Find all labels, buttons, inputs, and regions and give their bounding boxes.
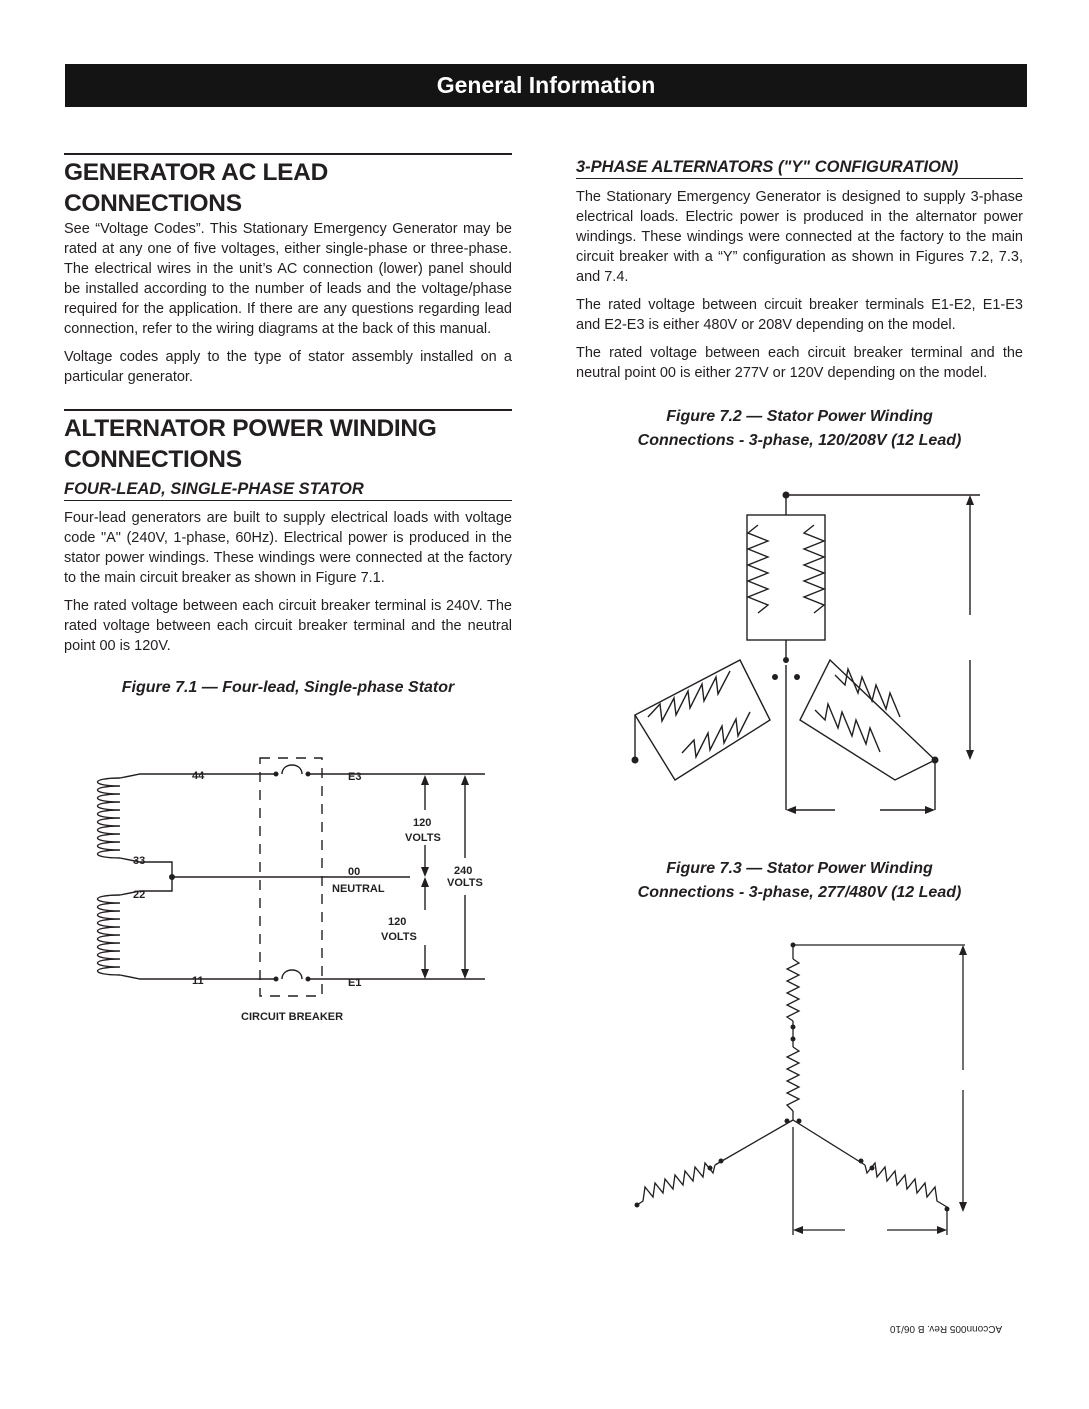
paragraph: Four-lead generators are built to supply electrical loads with voltage code "A" (240V, 1-phase, 60Hz). Electrical power is produced in the stator power windings. These windings were connected at the factory to the main circuit breaker as shown in Figure 7.1. [64, 510, 512, 586]
figure-7-1-four-lead-diagram [80, 750, 500, 1030]
paragraph: See “Voltage Codes”. This Stationary Emergency Generator may be rated at any one of five voltages, either single-phase or three-phase. The electrical wires in the unit’s AC connection (lower) panel should be installed according to the number of leads and the voltage/phase required for the application. If there are any questions regarding lead connection, refer to the wiring diagrams at the back of this manual. [64, 221, 512, 337]
paragraph: Voltage codes apply to the type of stator assembly installed on a particular generator. [64, 349, 512, 385]
figure-caption-7-2-line2: Connections - 3-phase, 120/208V (12 Lead) [637, 432, 962, 449]
neutral-label: NEUTRAL [332, 883, 385, 895]
volts-label: VOLTS [381, 931, 417, 943]
right-column [576, 153, 1023, 453]
section-title-generator-ac-lead: GENERATOR AC LEAD CONNECTIONS [64, 153, 512, 219]
voltage-240: 240 [454, 865, 473, 877]
voltage-120-top: 120 [413, 817, 432, 829]
voltage-120-bottom: 120 [388, 916, 407, 928]
terminal-e1-label: E1 [348, 977, 362, 989]
paragraph: The rated voltage between each circuit breaker terminal and the neutral point 00 is either 277V or 120V depending on the model. [576, 345, 1023, 381]
lead-44-label: 44 [192, 770, 205, 782]
figure-7-3-wye-diagram-12-lead [625, 935, 985, 1240]
subsection-title-3-phase: 3-PHASE ALTERNATORS ("Y" CONFIGURATION) [576, 157, 1023, 179]
left-column [64, 153, 512, 700]
terminal-e3-label: E3 [348, 771, 362, 783]
neutral-00-label: 00 [348, 866, 361, 878]
figure-caption-7-1: Figure 7.1 — Four-lead, Single-phase Stator [121, 679, 455, 696]
figure-caption-7-3-line2: Connections - 3-phase, 277/480V (12 Lead) [637, 884, 962, 901]
volts-label: VOLTS [405, 832, 441, 844]
subsection-title-four-lead: FOUR-LEAD, SINGLE-PHASE STATOR [64, 479, 512, 501]
page-header-banner: General Information [65, 64, 1027, 107]
circuit-breaker-label: CIRCUIT BREAKER [241, 1011, 344, 1023]
figure-7-3-caption-block [576, 857, 1023, 905]
volts-label: VOLTS [447, 877, 483, 889]
figure-7-2-wye-diagram-12-lead [620, 485, 990, 820]
paragraph: The rated voltage between each circuit breaker terminal is 240V. The rated voltage between each circuit breaker terminal and the neutral point 00 is 120V. [64, 598, 512, 654]
figure-caption-7-3-line1: Figure 7.3 — Stator Power Winding [666, 860, 933, 877]
lead-33-label: 33 [133, 855, 146, 867]
lead-11-label: 11 [192, 975, 204, 987]
paragraph: The rated voltage between circuit breaker terminals E1-E2, E1-E3 and E2-E3 is either 480V or 208V depending on the model. [576, 297, 1023, 333]
document-code-footer: ACconn005 Rev. B 06/10 [890, 1323, 1003, 1334]
paragraph: The Stationary Emergency Generator is designed to supply 3-phase electrical loads. Electric power is produced in the alternator power windings. These windings were connected at the factory to the main circuit breaker with a “Y” configuration as shown in Figures 7.2, 7.3, and 7.4. [576, 189, 1023, 285]
lead-22-label: 22 [133, 889, 146, 901]
figure-caption-7-2-line1: Figure 7.2 — Stator Power Winding [666, 408, 933, 425]
section-title-alternator-power-winding: ALTERNATOR POWER WINDING CONNECTIONS [64, 409, 512, 475]
